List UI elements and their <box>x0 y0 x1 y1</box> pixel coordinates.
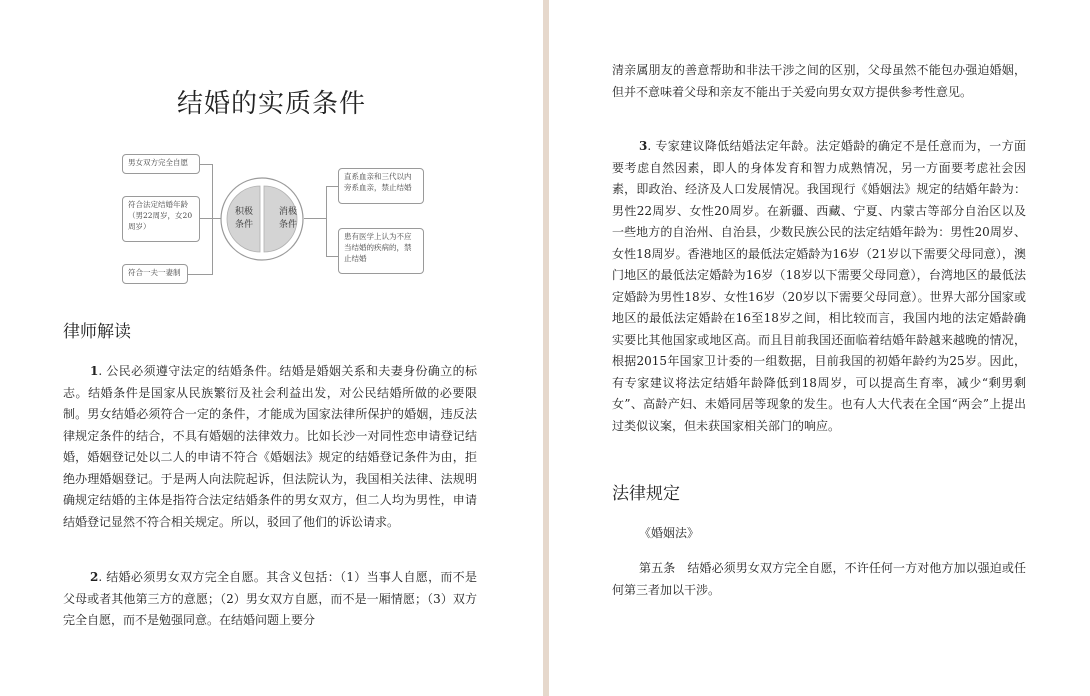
page-title: 结婚的实质条件 <box>176 89 366 119</box>
diagram-left-item: 男女双方完全自愿 <box>122 154 200 174</box>
paragraph-number: 1 <box>90 364 99 378</box>
left-page <box>0 0 543 696</box>
diagram-left-item: 符合法定结婚年龄（男22周岁，女20周岁） <box>122 196 200 242</box>
connector-line <box>326 186 338 187</box>
law-name: 《婚姻法》 <box>639 526 700 540</box>
diagram-right-item: 患有医学上认为不应当结婚的疾病的，禁止结婚 <box>338 228 424 274</box>
paragraph-2-continued: 清亲属朋友的善意帮助和非法干涉之间的区别，父母虽然不能包办强迫婚姻，但并不意味着父母和亲友不能出于关爱向男女双方提供参考性意见。 <box>612 63 1026 99</box>
paragraph-text: . 结婚必须男女双方完全自愿。其含义包括：（1）当事人自愿，而不是父母或者其他第三方的意愿；（2）男女双方自愿，而不是一厢情愿；（3）双方完全自愿，而不是勉强同意。在结婚问题上要分 <box>63 570 477 627</box>
right-page <box>549 0 1090 696</box>
negative-conditions-label: 消极 条件 <box>278 207 297 230</box>
paragraph-number: 3 <box>639 139 648 153</box>
connector-line <box>188 274 213 275</box>
paragraph-number: 2 <box>90 570 99 584</box>
paragraph-2 <box>63 567 477 632</box>
law-article: 第五条 结婚必须男女双方完全自愿，不许任何一方对他方加以强迫或任何第三者加以干涉。 <box>612 561 1026 597</box>
paragraph-3 <box>612 136 1026 437</box>
connector-line <box>200 218 222 219</box>
paragraph-text: . 公民必须遵守法定的结婚条件。结婚是婚姻关系和夫妻身份确立的标志。结婚条件是国家从民族繁衍及社会利益出发，对公民结婚所做的必要限制。男女结婚必须符合一定的条件，才能成为国家法律所保护的婚姻，违反法律规定条件的结合，不具有婚姻的法律效力。比如长沙一对同性恋申请登记结婚，婚姻登记处以二人的申请不符合《婚姻法》规定的结婚登记条件为由，拒绝办理婚姻登记。于是两人向法院起诉，但法院认为，我国相关法律、法规明确规定结婚的主体是指符合法定结婚条件的男女双方，但二人均为男性，申请结婚登记显然不符合相关规定。所以，驳回了他们的诉讼请求。 <box>63 364 477 529</box>
connector-line <box>326 256 338 257</box>
connector-line <box>326 186 327 256</box>
connector-line <box>200 164 212 165</box>
connector-line <box>304 218 326 219</box>
paragraph-1 <box>63 361 477 533</box>
diagram-right-item: 直系血亲和三代以内旁系血亲，禁止结婚 <box>338 168 424 204</box>
conditions-diagram <box>118 150 428 290</box>
connector-line <box>212 164 213 274</box>
paragraph-text: . 专家建议降低结婚法定年龄。法定婚龄的确定不是任意而为，一方面要考虑自然因素，即人的身体发育和智力成熟情况，另一方面要考虑社会因素，即政治、经济及人口发展情况。我国现行《婚姻法》规定的结婚年龄为：男性22周岁、女性20周岁。在新疆、西藏、宁夏、内蒙古等部分自治区以及一些地方的自治州、自治县，少数民族公民的法定结婚年龄为：男性20周岁、女性18周岁。香港地区的最低法定婚龄为16岁（21岁以下需要父母同意），澳门地区的最低法定婚龄为16岁（18岁以下需要父母同意），台湾地区的最低法定婚龄为男性18岁、女性16岁（20岁以下需要父母同意）。世界大部分国家或地区的最低法定婚龄在16至18岁之间，相比较而言，我国内地的法定婚龄确实要比其他国家或地区高。而且目前我国还面临着结婚年龄越来越晚的情况，根据2015年国家卫计委的一组数据，目前我国的初婚年龄约为25岁。因此，有专家建议将法定结婚年龄降低到18周岁，可以提高生育率，减少“剩男剩女”、高龄产妇、未婚同居等现象的发生。也有人大代表在全国“两会”上提出过类似议案，但未获国家相关部门的响应。 <box>612 139 1026 433</box>
section-heading-lawyer: 律师解读 <box>63 322 131 342</box>
diagram-left-item: 符合一夫一妻制 <box>122 264 188 284</box>
section-heading-law: 法律规定 <box>612 484 680 504</box>
positive-conditions-label: 积极 条件 <box>234 207 253 230</box>
